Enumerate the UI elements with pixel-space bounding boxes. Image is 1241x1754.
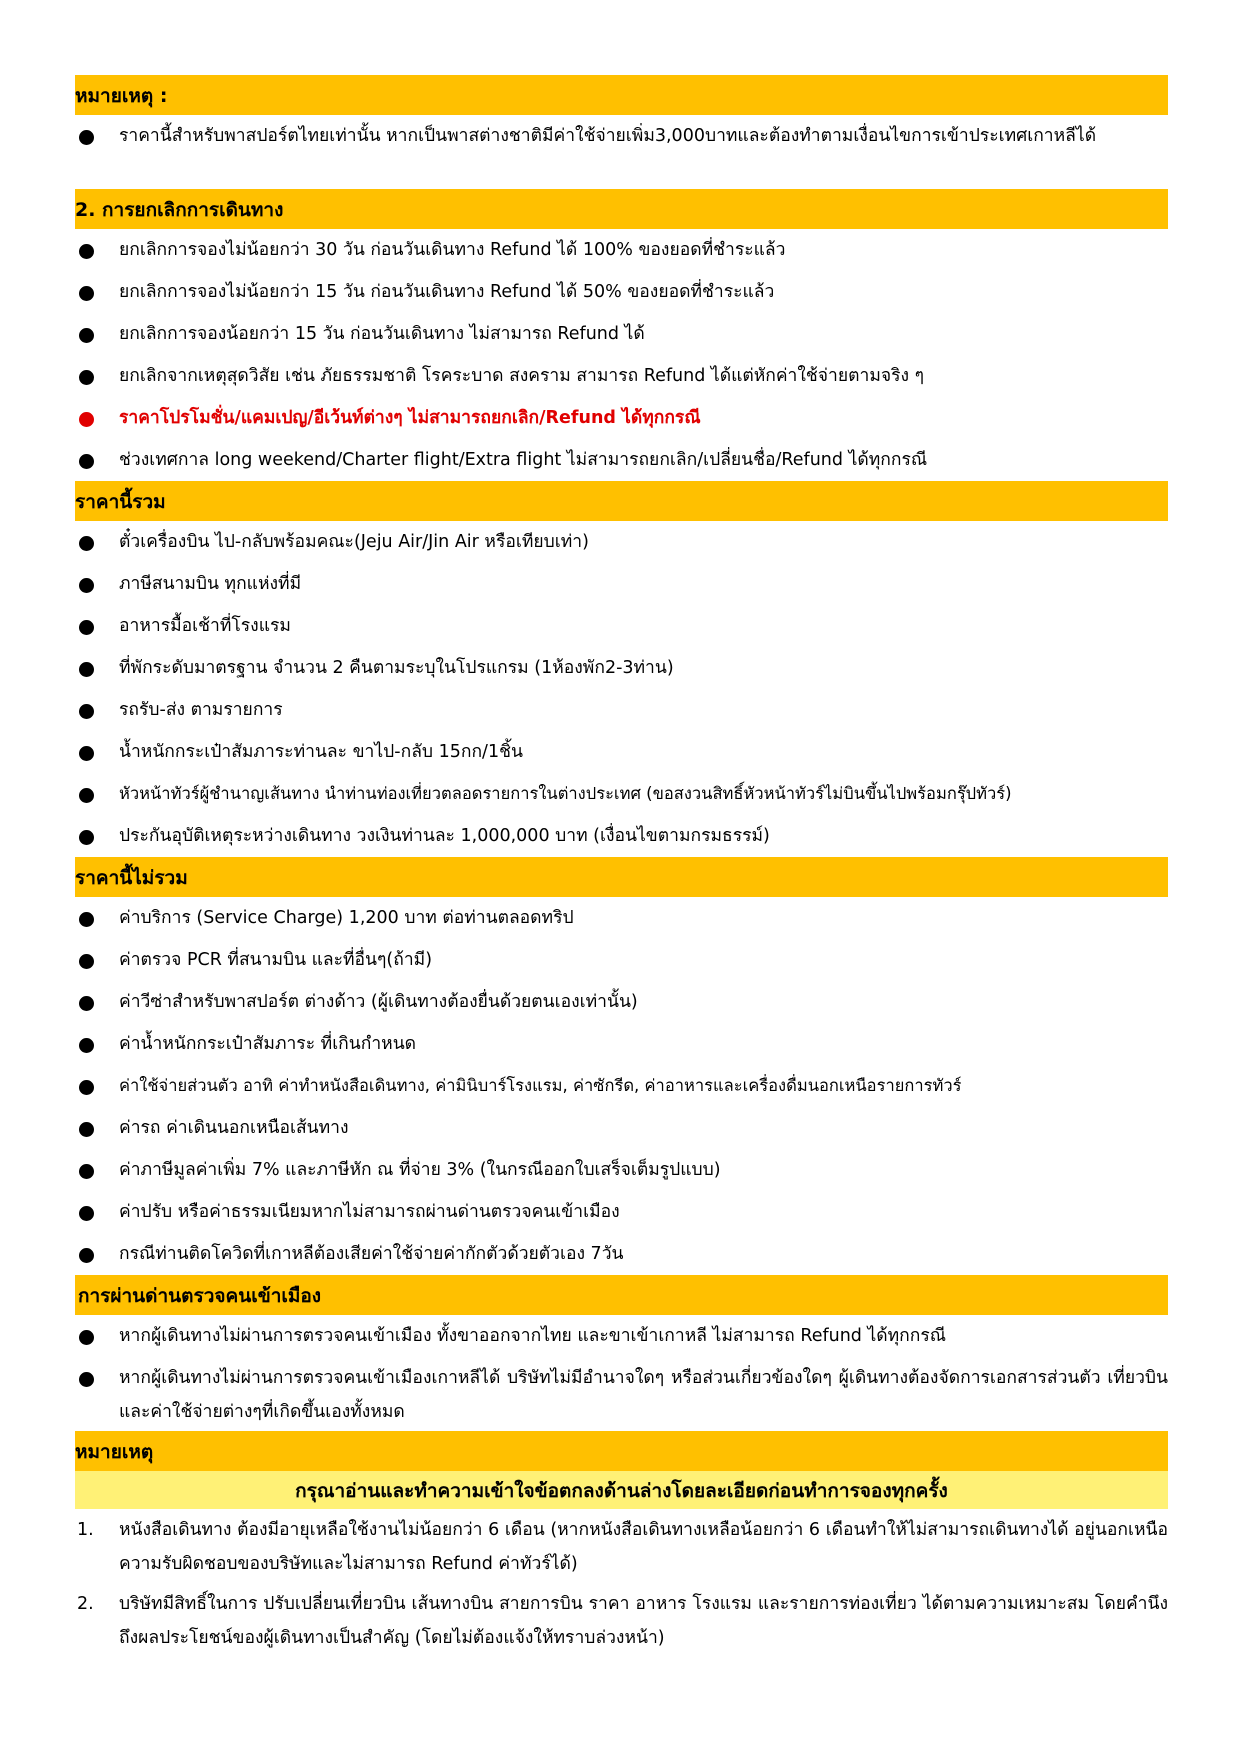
list-item bbox=[75, 229, 1168, 271]
bullet-icon bbox=[79, 454, 94, 469]
list-item bbox=[75, 1315, 1168, 1357]
bullet-icon bbox=[79, 1038, 94, 1053]
section-title: การผ่านด่านตรวจคนเข้าเมือง bbox=[78, 1285, 322, 1307]
list-item bbox=[75, 1023, 1168, 1065]
remark-list bbox=[75, 115, 1168, 189]
list-item bbox=[75, 521, 1168, 563]
list-item bbox=[75, 939, 1168, 981]
section-subtitle-banner bbox=[75, 1471, 1168, 1509]
bullet-icon bbox=[79, 954, 94, 969]
list-item bbox=[75, 1065, 1168, 1107]
bullet-icon bbox=[79, 662, 94, 677]
numbered-item bbox=[75, 1583, 1168, 1657]
list-item-text: ค่ารถ ค่าเดินนอกเหนือเส้นทาง bbox=[119, 1118, 349, 1138]
bullet-icon bbox=[79, 536, 94, 551]
list-item bbox=[75, 1233, 1168, 1275]
bullet-icon bbox=[79, 620, 94, 635]
section-header-included bbox=[75, 481, 1168, 521]
list-item-text: ค่าภาษีมูลค่าเพิ่ม 7% และภาษีหัก ณ ที่จ่าย 3% (ในกรณีออกใบเสร็จเต็มรูปแบบ) bbox=[119, 1160, 721, 1180]
bullet-icon bbox=[79, 1330, 94, 1345]
item-number: 2. bbox=[77, 1594, 94, 1614]
list-item bbox=[75, 773, 1168, 815]
bullet-icon bbox=[79, 130, 94, 145]
bullet-icon bbox=[79, 788, 94, 803]
bullet-icon bbox=[79, 830, 94, 845]
list-item bbox=[75, 1149, 1168, 1191]
list-item bbox=[75, 815, 1168, 857]
list-item bbox=[75, 731, 1168, 773]
list-item-text: ค่าใช้จ่ายส่วนตัว อาทิ ค่าทำหนังสือเดินทาง, ค่ามินิบาร์โรงแรม, ค่าซักรีด, ค่าอาหารและเครื่องดื่มนอกเหนือรายการทัวร์ bbox=[119, 1076, 962, 1095]
list-item-text: ค่าน้ำหนักกระเป๋าสัมภาระ ที่เกินกำหนด bbox=[119, 1034, 417, 1054]
bullet-icon bbox=[79, 578, 94, 593]
list-item bbox=[75, 115, 1168, 189]
immigration-list bbox=[75, 1315, 1168, 1431]
list-item-text: ค่าตรวจ PCR ที่สนามบิน และที่อื่นๆ(ถ้ามี) bbox=[119, 950, 433, 970]
list-item bbox=[75, 313, 1168, 355]
list-item bbox=[75, 439, 1168, 481]
item-number: 1. bbox=[77, 1520, 94, 1540]
list-item-text: ยกเลิกการจองไม่น้อยกว่า 30 วัน ก่อนวันเดินทาง Refund ได้ 100% ของยอดที่ชำระแล้ว bbox=[119, 240, 786, 260]
bullet-icon bbox=[79, 286, 94, 301]
list-item-text: ค่าบริการ (Service Charge) 1,200 บาท ต่อท่านตลอดทริป bbox=[119, 908, 574, 928]
section-header-not-included bbox=[75, 857, 1168, 897]
included-list bbox=[75, 521, 1168, 857]
not-included-list bbox=[75, 897, 1168, 1275]
list-item-text: ราคานี้สำหรับพาสปอร์ตไทยเท่านั้น หากเป็นพาสต่างชาติมีค่าใช้จ่ายเพิ่ม3,000บาทและต้องทำตามเงื่อนไขการเข้าประเทศเกาหลีได้ bbox=[119, 126, 1097, 146]
list-item bbox=[75, 981, 1168, 1023]
list-item-text: น้ำหนักกระเป๋าสัมภาระท่านละ ขาไป-กลับ 15กก/1ชิ้น bbox=[119, 742, 523, 762]
bullet-icon bbox=[79, 244, 94, 259]
list-item-text: ตั๋วเครื่องบิน ไป-กลับพร้อมคณะ(Jeju Air/Jin Air หรือเทียบเท่า) bbox=[119, 532, 589, 552]
list-item-text: ยกเลิกการจองไม่น้อยกว่า 15 วัน ก่อนวันเดินทาง Refund ได้ 50% ของยอดที่ชำระแล้ว bbox=[119, 282, 775, 302]
list-item bbox=[75, 563, 1168, 605]
list-item-text: ยกเลิกการจองน้อยกว่า 15 วัน ก่อนวันเดินทาง ไม่สามารถ Refund ได้ bbox=[119, 324, 645, 344]
list-item-text: หากผู้เดินทางไม่ผ่านการตรวจคนเข้าเมืองเกาหลีได้ บริษัทไม่มีอำนาจใดๆ หรือส่วนเกี่ยวข้องใดๆ ผู้เดินทางต้องจัดการเอกสารส่วนตัว เที่ยวบิน และค่าใช้จ่ายต่างๆที่เกิดขึ้นเองทั้งหมด bbox=[119, 1368, 1168, 1422]
list-item bbox=[75, 1107, 1168, 1149]
bullet-icon bbox=[79, 1080, 94, 1095]
section-header-immigration bbox=[75, 1275, 1168, 1315]
list-item-text: หัวหน้าทัวร์ผู้ชำนาญเส้นทาง นำท่านท่องเที่ยวตลอดรายการในต่างประเทศ (ขอสงวนสิทธิ์หัวหน้าทัวร์ไม่บินขึ้นไปพร้อมกรุ๊ปทัวร์) bbox=[119, 784, 1012, 803]
bullet-icon bbox=[79, 746, 94, 761]
list-item-text: ราคาโปรโมชั่น/แคมเปญ/อีเว้นท์ต่างๆ ไม่สามารถยกเลิก/Refund ได้ทุกกรณี bbox=[119, 408, 701, 428]
list-item bbox=[75, 689, 1168, 731]
list-item-text: ช่วงเทศกาล long weekend/Charter flight/Extra flight ไม่สามารถยกเลิก/เปลี่ยนชื่อ/Refund ได้ทุกกรณี bbox=[119, 450, 928, 470]
list-item-text: กรณีท่านติดโควิดที่เกาหลีต้องเสียค่าใช้จ่ายค่ากักตัวด้วยตัวเอง 7วัน bbox=[119, 1244, 624, 1264]
bullet-icon bbox=[79, 370, 94, 385]
bullet-icon bbox=[79, 328, 94, 343]
bullet-icon bbox=[79, 704, 94, 719]
bullet-icon bbox=[79, 996, 94, 1011]
list-item-promotion-warning bbox=[75, 397, 1168, 439]
list-item bbox=[75, 1357, 1168, 1431]
list-item-text: อาหารมื้อเช้าที่โรงแรม bbox=[119, 616, 291, 636]
list-item bbox=[75, 1191, 1168, 1233]
list-item-text: หากผู้เดินทางไม่ผ่านการตรวจคนเข้าเมือง ทั้งขาออกจากไทย และขาเข้าเกาหลี ไม่สามารถ Refund ได้ทุกกรณี bbox=[119, 1326, 947, 1346]
section-header-notes bbox=[75, 1431, 1168, 1471]
bullet-icon bbox=[79, 1122, 94, 1137]
list-item bbox=[75, 897, 1168, 939]
cancellation-list bbox=[75, 229, 1168, 481]
list-item-text: หนังสือเดินทาง ต้องมีอายุเหลือใช้งานไม่น้อยกว่า 6 เดือน (หากหนังสือเดินทางเหลือน้อยกว่า 6 เดือนทำให้ไม่สามารถเดินทางได้ อยู่นอกเหนือความรับผิดชอบของบริษัทและไม่สามารถ Refund ค่าทัวร์ได้) bbox=[119, 1520, 1168, 1574]
section-header-cancellation bbox=[75, 189, 1168, 229]
list-item bbox=[75, 355, 1168, 397]
bullet-icon bbox=[79, 1248, 94, 1263]
list-item-text: ภาษีสนามบิน ทุกแห่งที่มี bbox=[119, 574, 302, 594]
bullet-icon bbox=[79, 1372, 94, 1387]
list-item-text: ค่าปรับ หรือค่าธรรมเนียมหากไม่สามารถผ่านด่านตรวจคนเข้าเมือง bbox=[119, 1202, 620, 1222]
list-item bbox=[75, 647, 1168, 689]
section-header-remark bbox=[75, 75, 1168, 115]
section-title: หมายเหตุ bbox=[75, 1441, 154, 1463]
section-subtitle: กรุณาอ่านและทำความเข้าใจข้อตกลงด้านล่างโดยละเอียดก่อนทำการจองทุกครั้ง bbox=[295, 1480, 948, 1502]
bullet-icon bbox=[79, 1164, 94, 1179]
bullet-icon bbox=[79, 912, 94, 927]
section-title: หมายเหตุ : bbox=[75, 85, 168, 107]
list-item bbox=[75, 605, 1168, 647]
list-item-text: บริษัทมีสิทธิ์ในการ ปรับเปลี่ยนเที่ยวบิน เส้นทางบิน สายการบิน ราคา อาหาร โรงแรม และรายการท่องเที่ยว ได้ตามความเหมาะสม โดยคำนึงถึงผลประโยชน์ของผู้เดินทางเป็นสำคัญ (โดยไม่ต้องแจ้งให้ทราบล่วงหน้า) bbox=[119, 1594, 1168, 1648]
list-item-text: ค่าวีซ่าสำหรับพาสปอร์ต ต่างด้าว (ผู้เดินทางต้องยื่นด้วยตนเองเท่านั้น) bbox=[119, 992, 638, 1012]
section-title: ราคานี้รวม bbox=[75, 491, 166, 513]
list-item-text: ยกเลิกจากเหตุสุดวิสัย เช่น ภัยธรรมชาติ โรคระบาด สงคราม สามารถ Refund ได้แต่หักค่าใช้จ่ายตามจริง ๆ bbox=[119, 366, 925, 386]
bullet-icon bbox=[79, 1206, 94, 1221]
notes-list bbox=[75, 1509, 1168, 1657]
red-bullet-icon bbox=[79, 412, 94, 427]
list-item-text: ที่พักระดับมาตรฐาน จำนวน 2 คืนตามระบุในโปรแกรม (1ห้องพัก2-3ท่าน) bbox=[119, 658, 674, 678]
list-item bbox=[75, 271, 1168, 313]
list-item-text: รถรับ-ส่ง ตามรายการ bbox=[119, 700, 283, 720]
document-page bbox=[75, 75, 1168, 1657]
numbered-item bbox=[75, 1509, 1168, 1583]
section-title: ราคานี้ไม่รวม bbox=[75, 867, 188, 889]
section-title: 2. การยกเลิกการเดินทาง bbox=[75, 199, 284, 221]
list-item-text: ประกันอุบัติเหตุระหว่างเดินทาง วงเงินท่านละ 1,000,000 บาท (เงื่อนไขตามกรมธรรม์) bbox=[119, 826, 770, 846]
